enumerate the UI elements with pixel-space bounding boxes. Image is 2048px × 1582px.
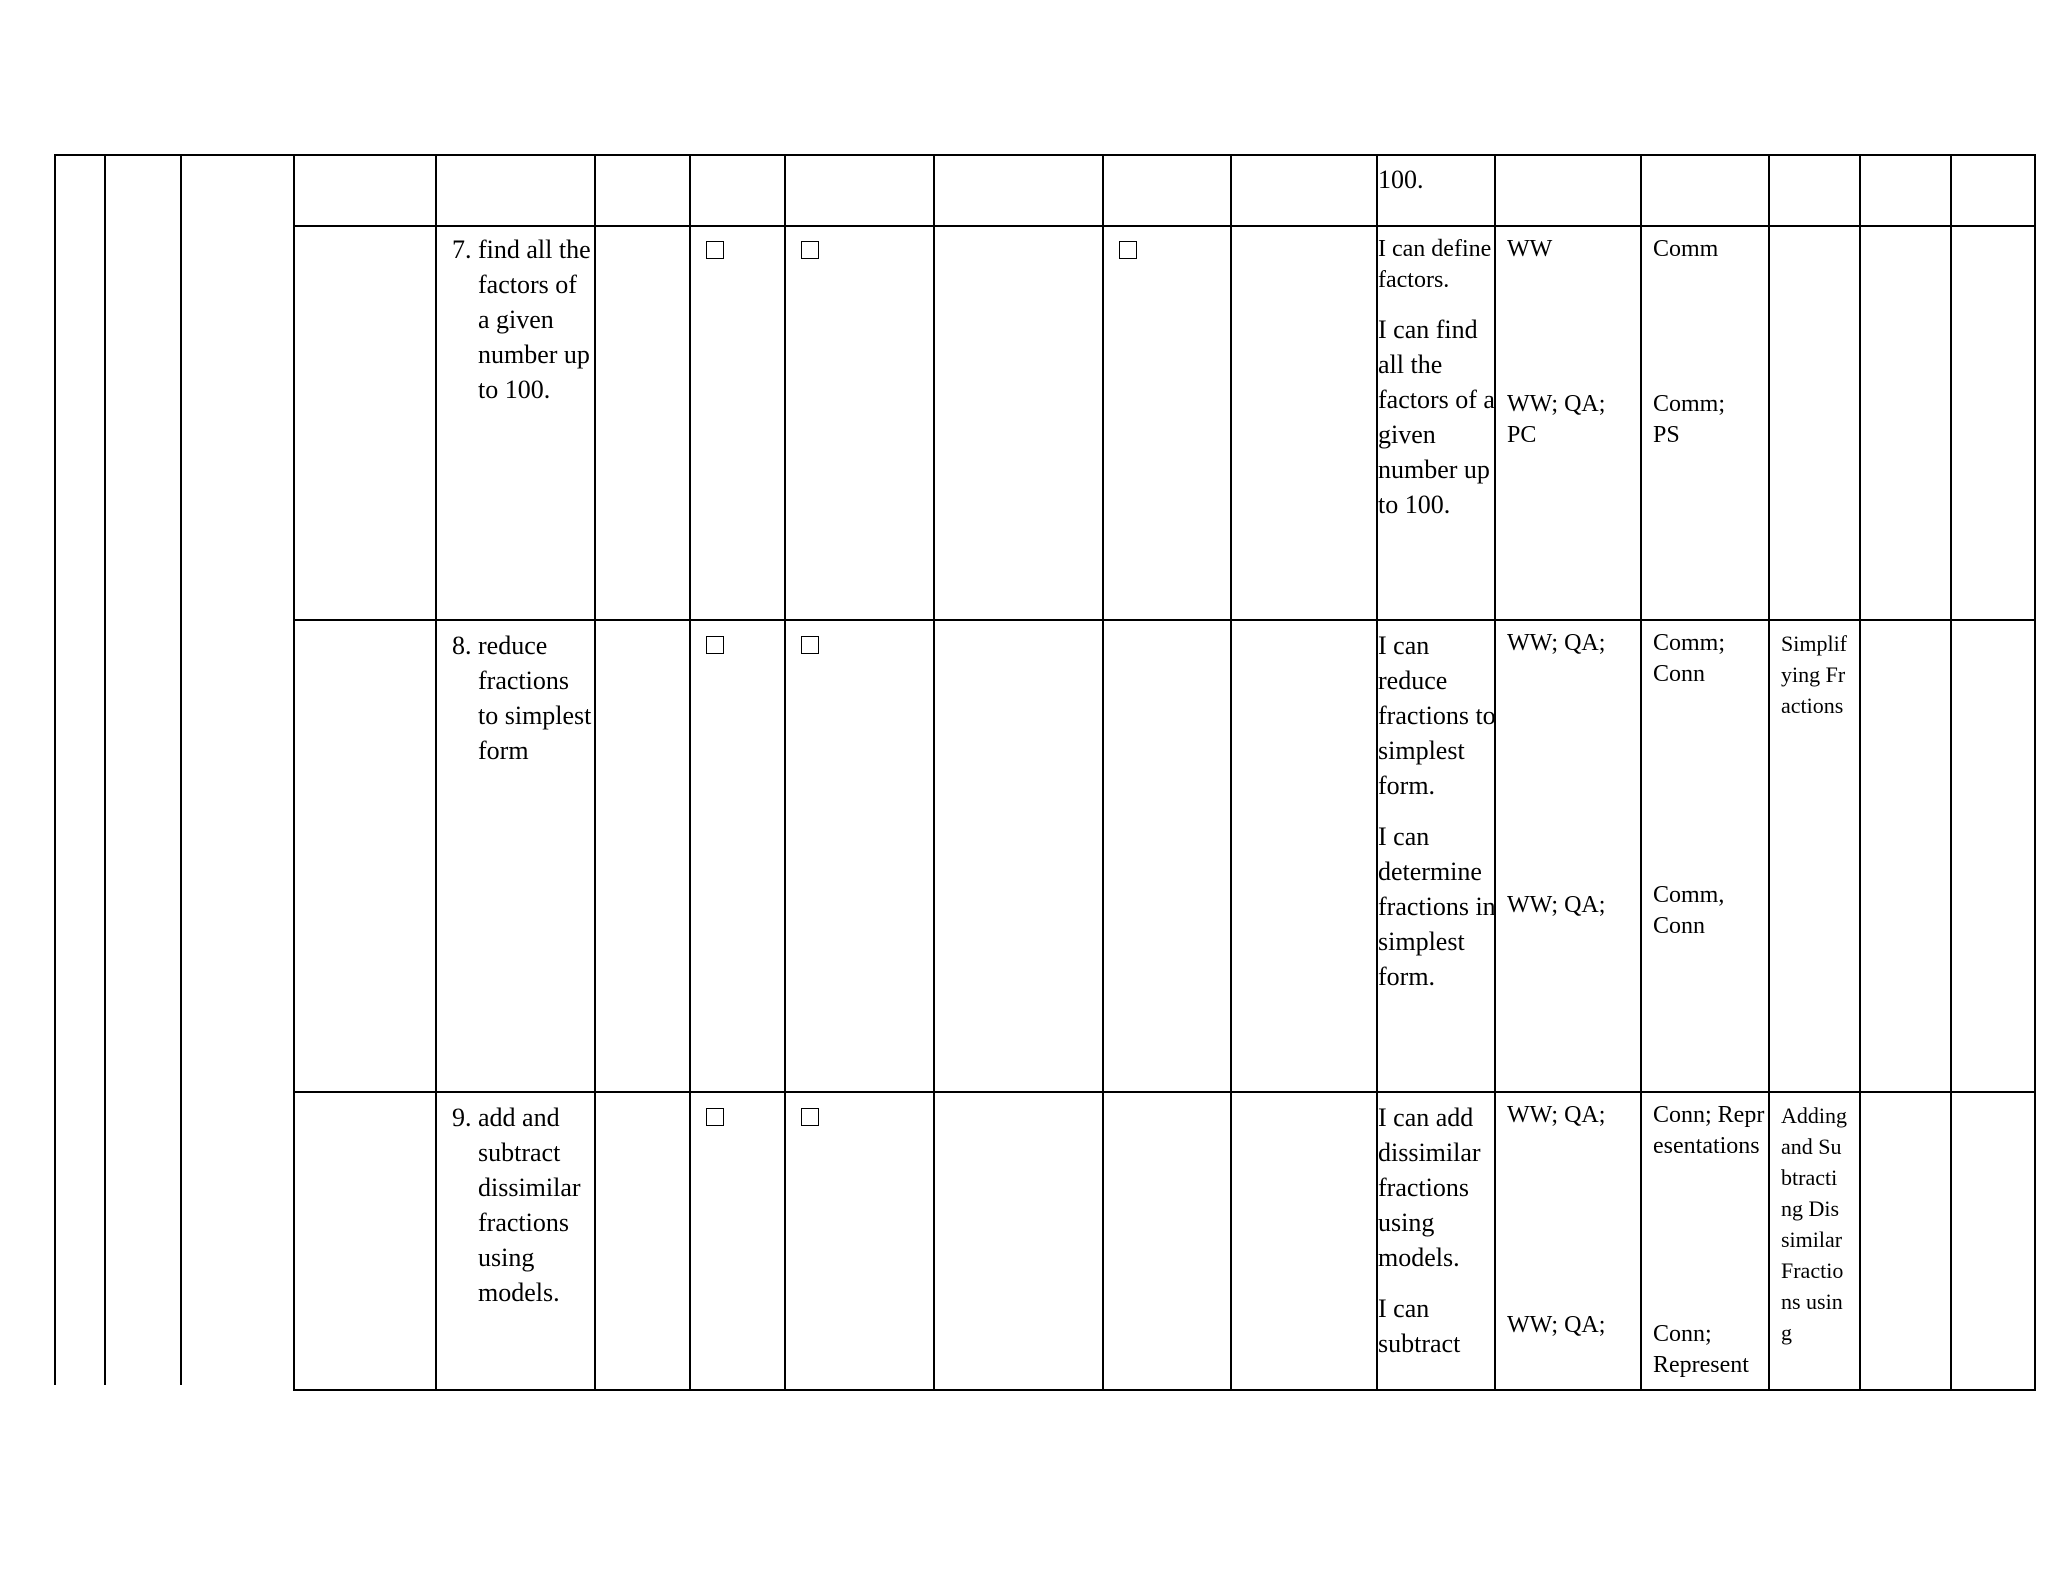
learning-target: I can determine fractions in simplest form. xyxy=(1378,822,1496,991)
learning-target: I can add dissimilar fractions using models. xyxy=(1378,1103,1481,1272)
grid-line xyxy=(293,619,2036,621)
learning-target-text: 100. xyxy=(1378,165,1424,194)
competency-8 xyxy=(452,628,592,768)
competency-number: 9. xyxy=(452,1103,472,1132)
learning-targets xyxy=(1378,628,1496,994)
grid-line xyxy=(54,154,56,1385)
grid-line xyxy=(594,154,596,1390)
grid-line xyxy=(1950,154,1952,1390)
learning-target: I can reduce fractions to simplest form. xyxy=(1378,631,1496,800)
grid-line xyxy=(1768,154,1770,1390)
checkbox-icon[interactable] xyxy=(1119,241,1137,259)
checkbox-icon[interactable] xyxy=(801,636,819,654)
grid-line xyxy=(1102,154,1104,1390)
competency-number: 8. xyxy=(452,631,472,660)
competency-9 xyxy=(452,1100,592,1310)
grid-line xyxy=(2034,154,2036,1390)
grid-line xyxy=(293,1389,2036,1391)
assessment: WW; QA; xyxy=(1507,630,1606,656)
grid-line xyxy=(1640,154,1642,1390)
skills: Comm, Conn xyxy=(1653,882,1725,939)
competency-text: add and subtract dissimilar fractions using models. xyxy=(478,1103,581,1307)
learning-targets xyxy=(1378,234,1496,522)
competency-number: 7. xyxy=(452,235,472,264)
grid-line xyxy=(933,154,935,1390)
assessment: WW; QA; xyxy=(1507,1312,1606,1338)
checkbox-icon[interactable] xyxy=(801,241,819,259)
skills: Comm; PS xyxy=(1653,391,1726,448)
grid-line xyxy=(293,225,2036,227)
assessment: WW; QA; xyxy=(1507,892,1606,918)
grid-line xyxy=(293,1091,2036,1093)
lesson-title: Adding and Subtracting Dissimilar Fractions using xyxy=(1781,1103,1847,1345)
grid-line xyxy=(1230,154,1232,1390)
grid-line xyxy=(784,154,786,1390)
grid-line xyxy=(689,154,691,1390)
learning-target: I can subtract xyxy=(1378,1294,1461,1358)
checkbox-icon[interactable] xyxy=(706,241,724,259)
assessment: WW; QA; xyxy=(1507,1102,1606,1128)
grid-line xyxy=(54,154,2036,156)
learning-target: I can define factors. xyxy=(1378,236,1492,293)
learning-target-continuation xyxy=(1378,162,1496,197)
skills: Conn; Represent xyxy=(1653,1321,1749,1378)
competency-7 xyxy=(452,232,592,407)
checkbox-icon[interactable] xyxy=(706,636,724,654)
competency-text: find all the factors of a given number up to 100. xyxy=(478,235,591,404)
checkbox-icon[interactable] xyxy=(801,1108,819,1126)
skills: Comm; Conn xyxy=(1653,630,1726,687)
checkbox-icon[interactable] xyxy=(706,1108,724,1126)
skills: Comm xyxy=(1653,236,1719,262)
grid-line xyxy=(1859,154,1861,1390)
assessment: WW xyxy=(1507,236,1553,262)
lesson-title: Simplifying Fractions xyxy=(1781,631,1848,718)
learning-targets xyxy=(1378,1100,1500,1386)
assessment: WW; QA; PC xyxy=(1507,391,1606,448)
competency-text: reduce fractions to simplest form xyxy=(478,631,592,765)
grid-line xyxy=(104,154,106,1385)
learning-target: I can find all the factors of a given number up to 100. xyxy=(1378,315,1495,519)
skills: Conn; Representations xyxy=(1653,1102,1765,1159)
grid-line xyxy=(293,154,295,1390)
grid-line xyxy=(180,154,182,1385)
grid-line xyxy=(435,154,437,1390)
